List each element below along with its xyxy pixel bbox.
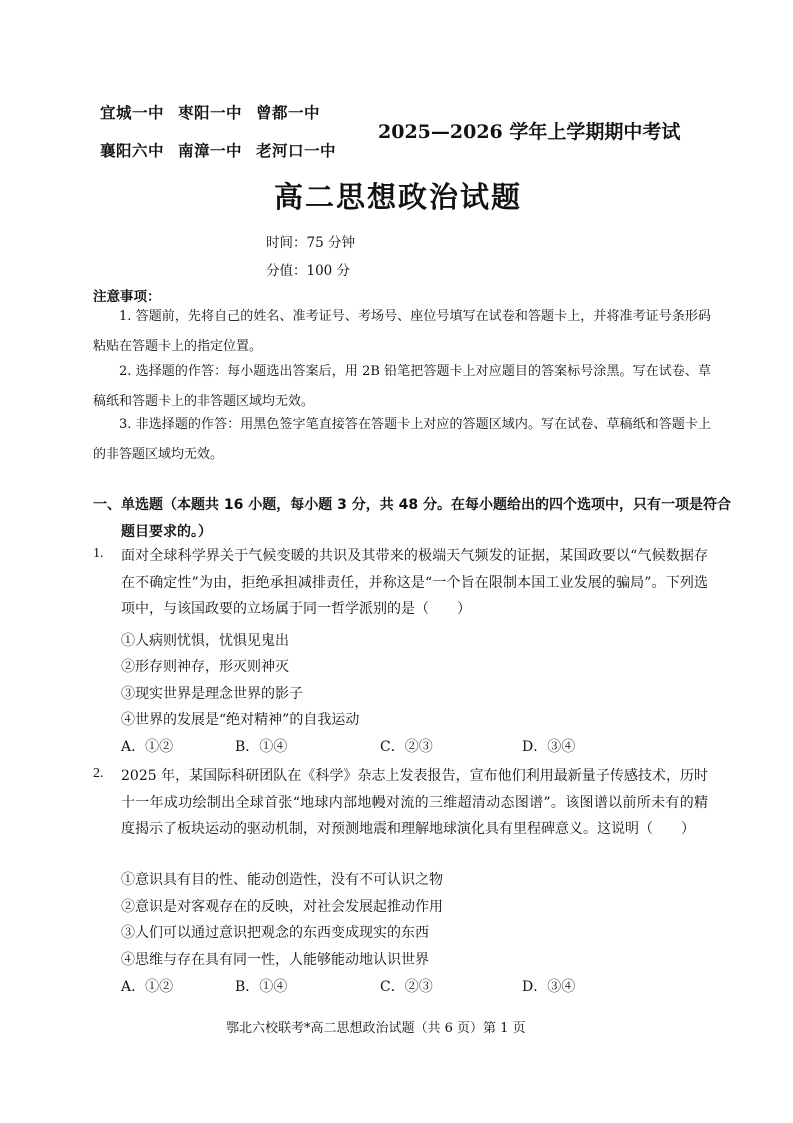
schools-row-1 xyxy=(100,101,334,123)
statement-option: ④思维与存在具有同一性，人能够能动地认识世界 xyxy=(121,952,429,968)
school-name: 襄阳六中 xyxy=(100,142,165,160)
page-title: 高二思想政治试题 xyxy=(274,180,523,214)
school-name: 宜城一中 xyxy=(100,104,165,122)
statement-option: ②意识是对客观存在的反映，对社会发展起推动作用 xyxy=(121,899,443,915)
exam-score: 分值：100 分 xyxy=(266,263,351,279)
statement-option: ④世界的发展是“绝对精神”的自我运动 xyxy=(121,712,360,728)
answer-choice: C．②③ xyxy=(380,979,433,995)
answer-choice: A．①② xyxy=(121,739,174,755)
section-heading: 一、单选题（本题共 16 小题，每小题 3 分，共 48 分。在每小题给出的四个选项中，只有一项是符合题目要求的。） xyxy=(93,497,731,540)
question-number: 2. xyxy=(93,766,104,781)
schools-row-2 xyxy=(100,139,350,161)
question-stem: 2025 年，某国际科研团队在《科学》杂志上发表报告，宣布他们利用最新量子传感技术，历时十一年成功绘制出全球首张“地球内部地幔对流的三维超清动态图谱”。该图谱以前所未有的精度揭示了板块运动的驱动机制，对预测地震和理解地球演化具有里程碑意义。这说明（ ） xyxy=(121,768,708,837)
answer-choice: B．①④ xyxy=(235,739,288,755)
statement-option: ①意识具有目的性、能动创造性，没有不可认识之物 xyxy=(121,872,443,888)
school-name: 南漳一中 xyxy=(178,142,243,160)
statement-option: ②形存则神存，形灭则神灭 xyxy=(121,659,289,675)
notice-item-2: 2. 选择题的作答：每小题选出答案后，用 2B 铅笔把答题卡上对应题目的答案标号涂黑。写在试卷、草稿纸和答题卡上的非答题区域均无效。 xyxy=(93,364,711,409)
notice-heading: 注意事项： xyxy=(93,289,161,305)
answer-choice: D．③④ xyxy=(522,979,576,995)
notice-item-3: 3. 非选择题的作答：用黑色签字笔直接答在答题卡上对应的答题区域内。写在试卷、草稿纸和答题卡上的非答题区域均无效。 xyxy=(93,417,711,462)
school-name: 曾都一中 xyxy=(256,104,321,122)
school-name: 枣阳一中 xyxy=(178,104,243,122)
statement-option: ①人病则忧惧，忧惧见鬼出 xyxy=(121,633,289,649)
answer-choice: A．①② xyxy=(121,979,174,995)
answer-choice: C．②③ xyxy=(380,739,433,755)
answer-choice: D．③④ xyxy=(522,739,576,755)
page-footer: 鄂北六校联考*高二思想政治试题（共 6 页）第 1 页 xyxy=(226,1021,526,1036)
answer-choice: B．①④ xyxy=(235,979,288,995)
exam-time: 时间：75 分钟 xyxy=(266,235,355,251)
exam-title: 2025—2026 学年上学期期中考试 xyxy=(378,121,681,143)
statement-option: ③现实世界是理念世界的影子 xyxy=(121,686,303,702)
question-stem: 面对全球科学界关于气候变暖的共识及其带来的极端天气频发的证据，某国政要以“气候数据存在不确定性”为由，拒绝承担减排责任，并称这是“一个旨在限制本国工业发展的骗局”。下列选项中，与该国政要的立场属于同一哲学派别的是（ ） xyxy=(121,548,708,617)
question-number: 1. xyxy=(93,546,104,561)
school-name: 老河口一中 xyxy=(256,142,337,160)
notice-item-1: 1. 答题前，先将自己的姓名、准考证号、考场号、座位号填写在试卷和答题卡上，并将准考证号条形码粘贴在答题卡上的指定位置。 xyxy=(93,309,711,354)
statement-option: ③人们可以通过意识把观念的东西变成现实的东西 xyxy=(121,925,429,941)
